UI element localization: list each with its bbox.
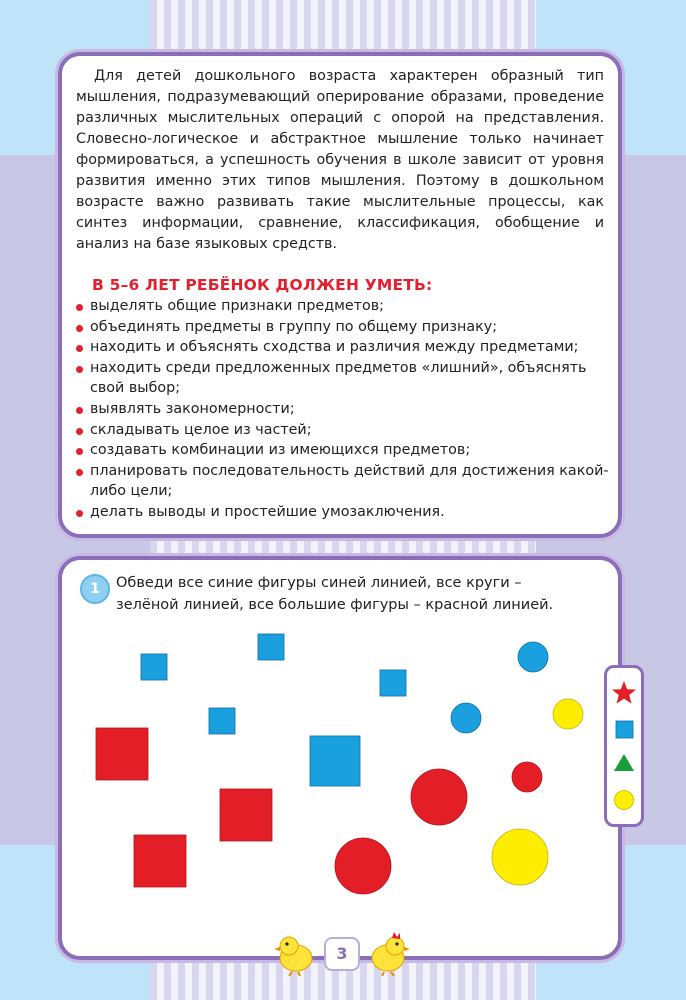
large-red-square (220, 789, 272, 841)
page-number: 3 (324, 937, 360, 971)
large-red-circle (411, 769, 467, 825)
large-red-circle (335, 838, 391, 894)
task-number-badge: 1 (80, 574, 110, 604)
square-icon (616, 721, 633, 738)
task-line-2: зелёной линией, все большие фигуры – красной линией. (116, 597, 554, 613)
large-yellow-circle (492, 829, 548, 885)
large-red-square (134, 835, 186, 887)
intro-paragraph: Для детей дошкольного возраста характерен образный тип мышления, подразумевающий оперирование образами, проведение различных мыслительных операций с опорой на представления. Словесно-логическое и абстрактное мышление только начинает формироваться, а успешность обучения в школе зависит от уровня развития именно этих типов мышления. Поэтому в дошкольном возрасте важно развивать такие мыслительные процессы, как синтез информации, сравнение, классификация, обобщение и анализ на базе языковых средств. (76, 68, 604, 252)
small-blue-square (380, 670, 406, 696)
list-item: находить среди предложенных предметов «лишний», объяснять свой выбор; (74, 358, 614, 399)
list-item: делать выводы и простейшие умозаключения. (74, 502, 614, 523)
small-blue-square (209, 708, 235, 734)
star-icon (612, 681, 636, 704)
list-item: выделять общие признаки предметов; (74, 296, 614, 317)
large-blue-square (310, 736, 360, 786)
legend-panel (604, 665, 644, 827)
small-red-circle (512, 762, 542, 792)
skills-title: В 5–6 ЛЕТ РЕБЁНОК ДОЛЖЕН УМЕТЬ: (92, 276, 433, 294)
list-item: создавать комбинации из имеющихся предметов; (74, 440, 614, 461)
small-blue-circle (518, 642, 548, 672)
small-yellow-circle (553, 699, 583, 729)
circle-icon (615, 791, 634, 810)
list-item: планировать последовательность действий для достижения какой-либо цели; (74, 461, 614, 502)
small-blue-square (141, 654, 167, 680)
small-blue-square (258, 634, 284, 660)
chick-right-icon (366, 930, 412, 976)
small-blue-circle (451, 703, 481, 733)
list-item: объединять предметы в группу по общему признаку; (74, 317, 614, 338)
task-line-1: Обведи все синие фигуры синей линией, все круги – (116, 575, 522, 591)
legend-svg (607, 668, 641, 824)
chick-left-icon (272, 930, 318, 976)
triangle-icon (614, 754, 634, 771)
large-red-square (96, 728, 148, 780)
list-item: находить и объяснять сходства и различия между предметами; (74, 337, 614, 358)
list-item: складывать целое из частей; (74, 420, 614, 441)
list-item: выявлять закономерности; (74, 399, 614, 420)
